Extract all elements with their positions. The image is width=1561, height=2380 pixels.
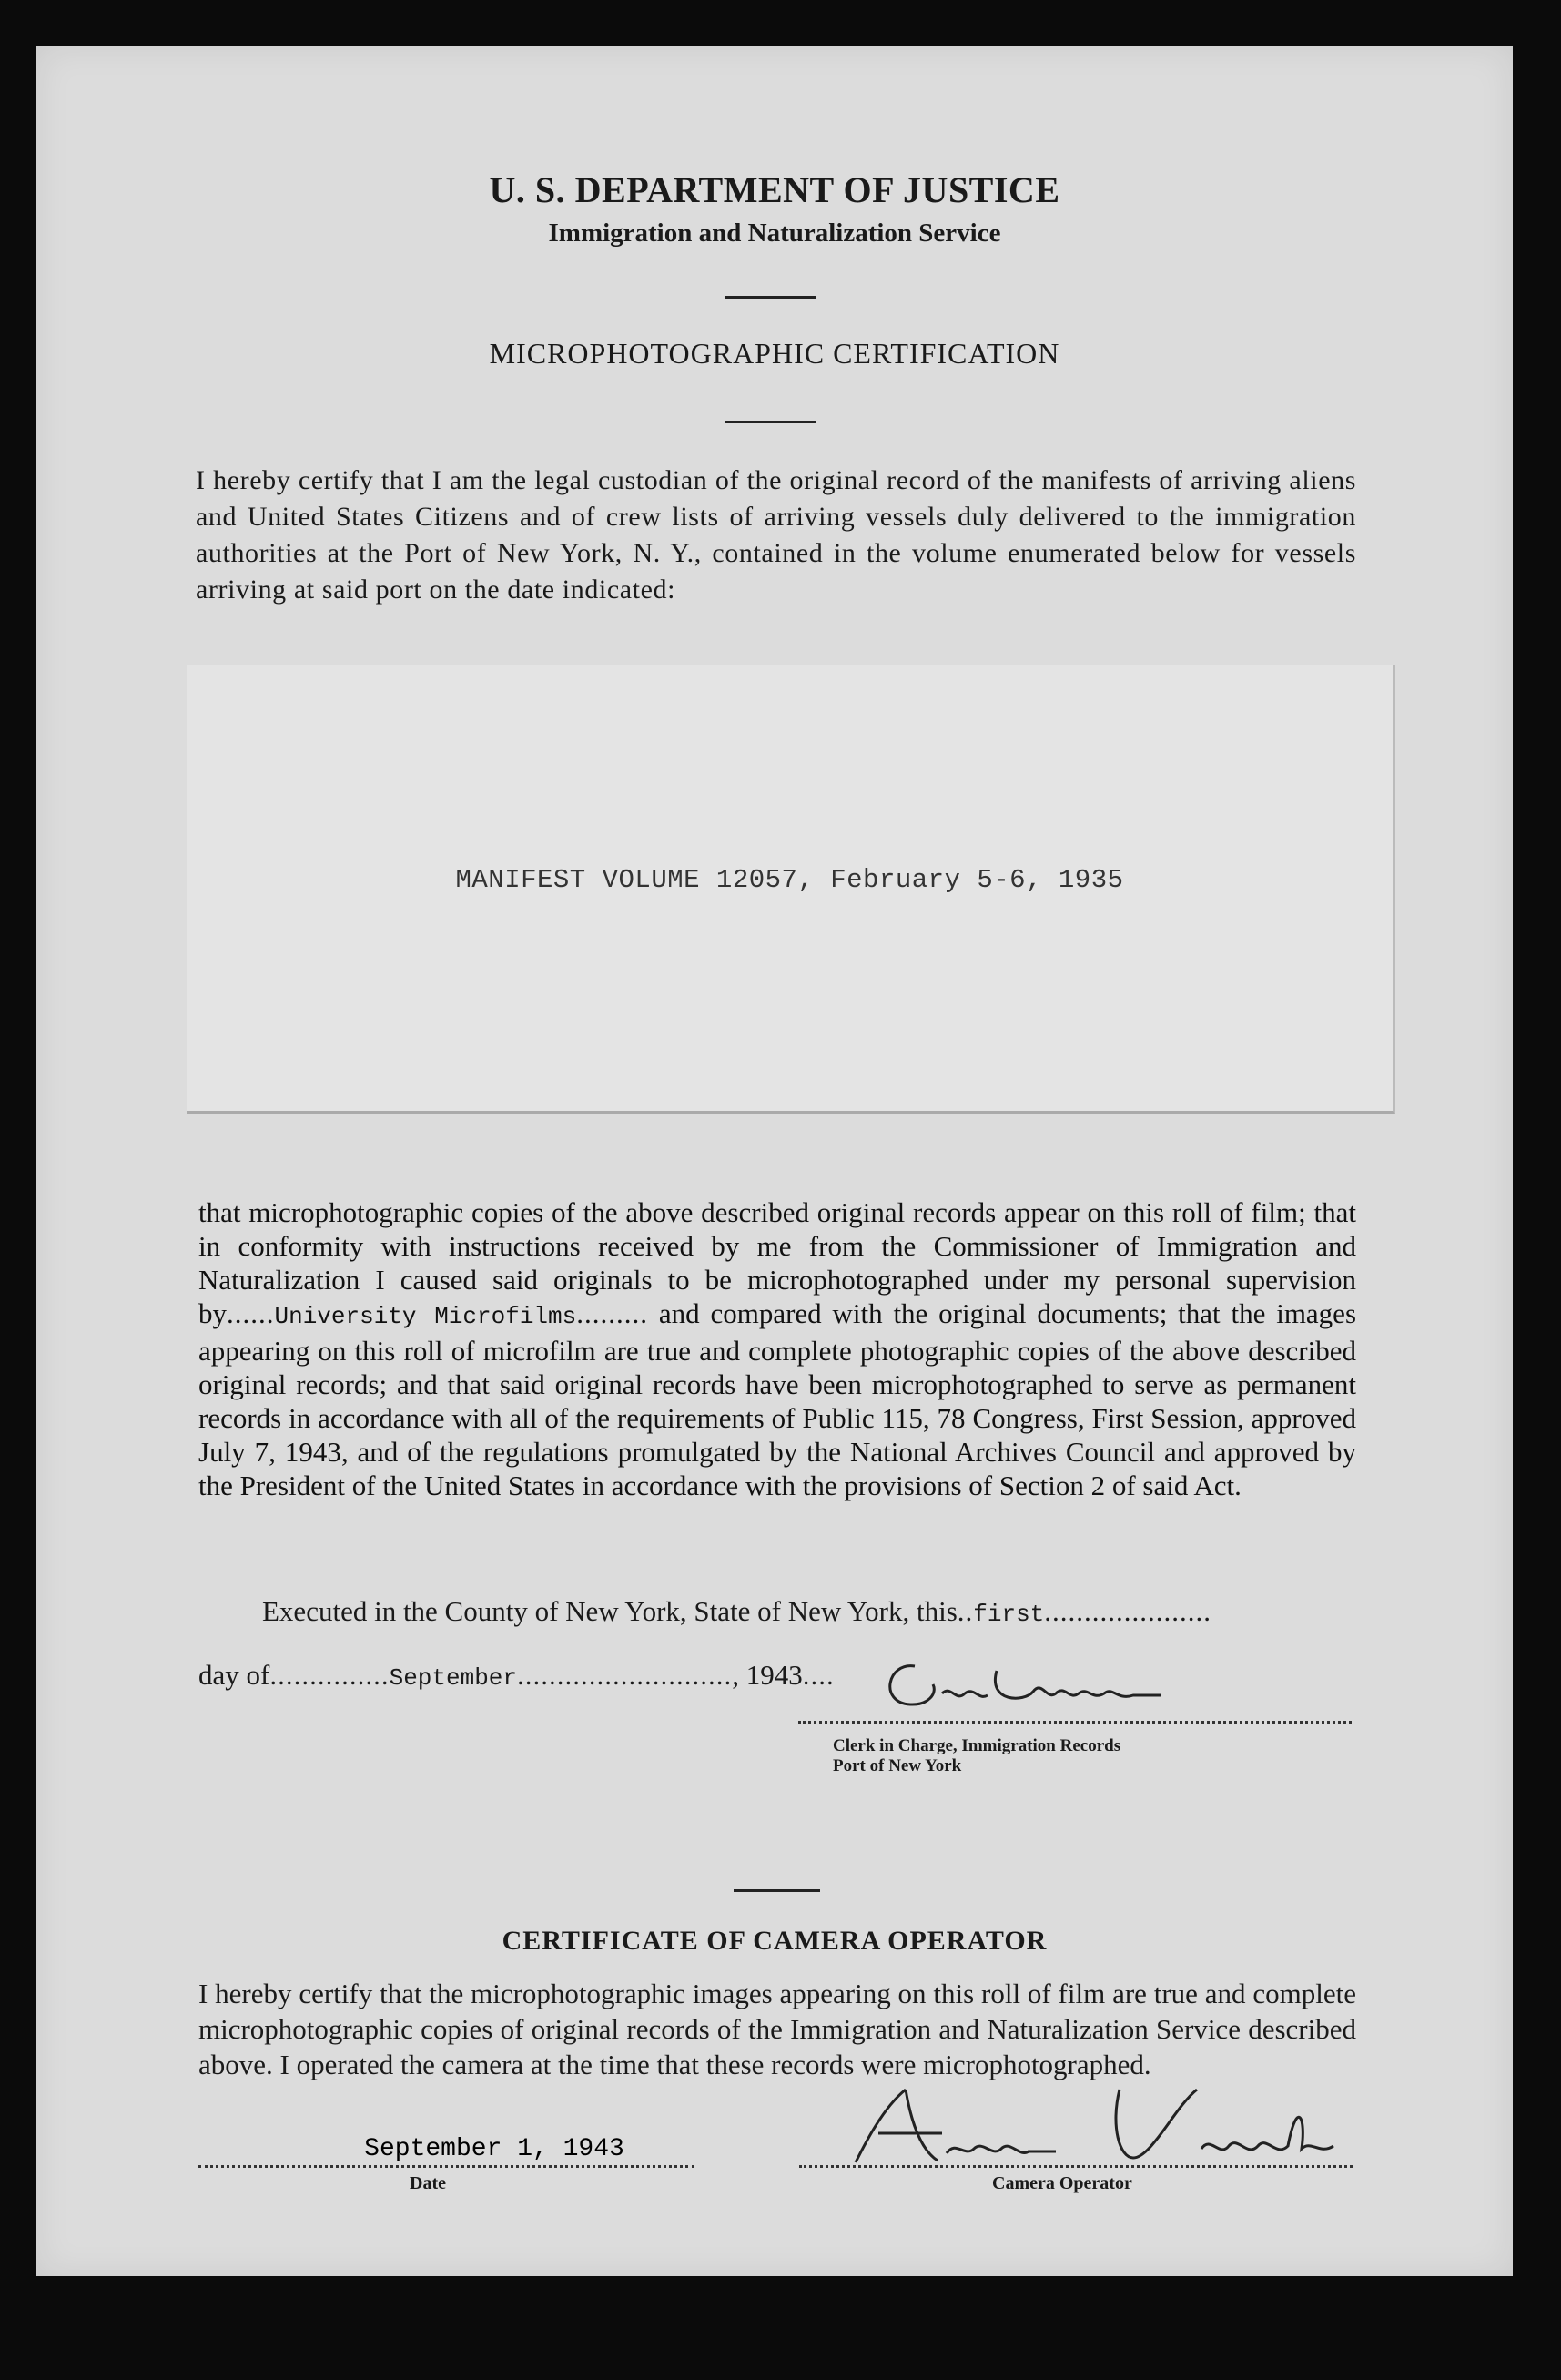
operator-label: Camera Operator [992,2173,1132,2193]
certificate-page [36,46,1513,2276]
body-part1: that microphotographic copies of the above described original records appear on this roll of film; that in conformity with instructions received by me from the Commissioner of Immigration and Naturalization I caused said originals to be microphotographed under my personal supervision by [198,1196,1356,1329]
divider [734,1889,820,1892]
certification-heading: MICROPHOTOGRAPHIC CERTIFICATION [489,337,1060,370]
day-of-label: day of [198,1659,270,1691]
date-line [198,2165,694,2168]
manifest-box [187,665,1395,1114]
certification-body: that microphotographic copies of the above described original records appear on this roll of film; that in conformity with instructions received by me from the Commissioner of Immigration and Naturalization I caused said originals to be microphotographed under my personal supervision by......University Microfilms......... and compared with the original documents; that the images appearing on this roll of microfilm are true and complete photographic copies of the above described original records; and that said original records have been microphotographed to serve as permanent records in accordance with all of the requirements of Public 115, 78 Congress, First Session, approved July 7, 1943, and of the regulations promulgated by the National Archives Council and approved by the President of the United States in accordance with the provisions of Section 2 of said Act. [198,1196,1357,1501]
signer-title-line2: Port of New York [833,1756,962,1775]
signer-title [833,1736,1215,1776]
divider [725,296,816,299]
executed-text: Executed in the County of New York, State of New York, this [262,1595,958,1627]
signer-title-line1: Clerk in Charge, Immigration Records [833,1736,1121,1755]
day-of-line: day of...............September..........................., 1943.... [198,1659,835,1692]
manifest-volume-label: MANIFEST VOLUME 12057, February 5-6, 1935 [455,865,1124,895]
agency-title: U. S. DEPARTMENT OF JUSTICE [489,169,1060,210]
month-value: September [389,1664,518,1692]
date-label: Date [410,2173,446,2193]
camera-operator-heading: CERTIFICATE OF CAMERA OPERATOR [502,1926,1048,1956]
camera-operator-paragraph: I hereby certify that the microphotographic images appearing on this roll of film are true and complete microphotographic copies of original records of the Immigration and Naturalization Service described above. I operated the camera at the time that these records were microphotographed. [198,1978,1356,2080]
supervisor-name: University Microfilms [274,1303,577,1330]
operator-signature-mark [837,2071,1347,2171]
operator-signature-line [799,2165,1353,2168]
clerk-signature-line [798,1721,1352,1724]
service-subtitle: Immigration and Naturalization Service [548,219,1001,248]
clerk-signature [860,1657,1261,1721]
divider [725,421,816,423]
clerk-signature-mark [860,1657,1261,1721]
body-part2: and compared with the original documents; that the images appearing on this roll of microfilm are true and complete photographic copies of the above described original records; and that said original records have been microphotographed to serve as permanent records in accordance with all of the requirements of Public 115, 78 Congress, First Session, approved July 7, 1943, and of the regulations promulgated by the National Archives Council and approved by the President of the United States in accordance with the provisions of Section 2 of said Act. [198,1297,1357,1501]
year-value: , 1943 [732,1659,803,1691]
operator-signature [837,2071,1347,2171]
operator-date-value: September 1, 1943 [364,2135,624,2163]
executed-line: Executed in the County of New York, State of New York, this..first..................... [262,1595,1212,1628]
intro-paragraph: I hereby certify that I am the legal custodian of the original record of the manifests of arriving aliens and United States Citizens and of crew lists of arriving vessels duly delivered to the immigration authorities at the Port of New York, N. Y., contained in the volume enumerated below for vessels arriving at said port on the date indicated: [196,465,1356,605]
executed-day: first [973,1601,1045,1628]
